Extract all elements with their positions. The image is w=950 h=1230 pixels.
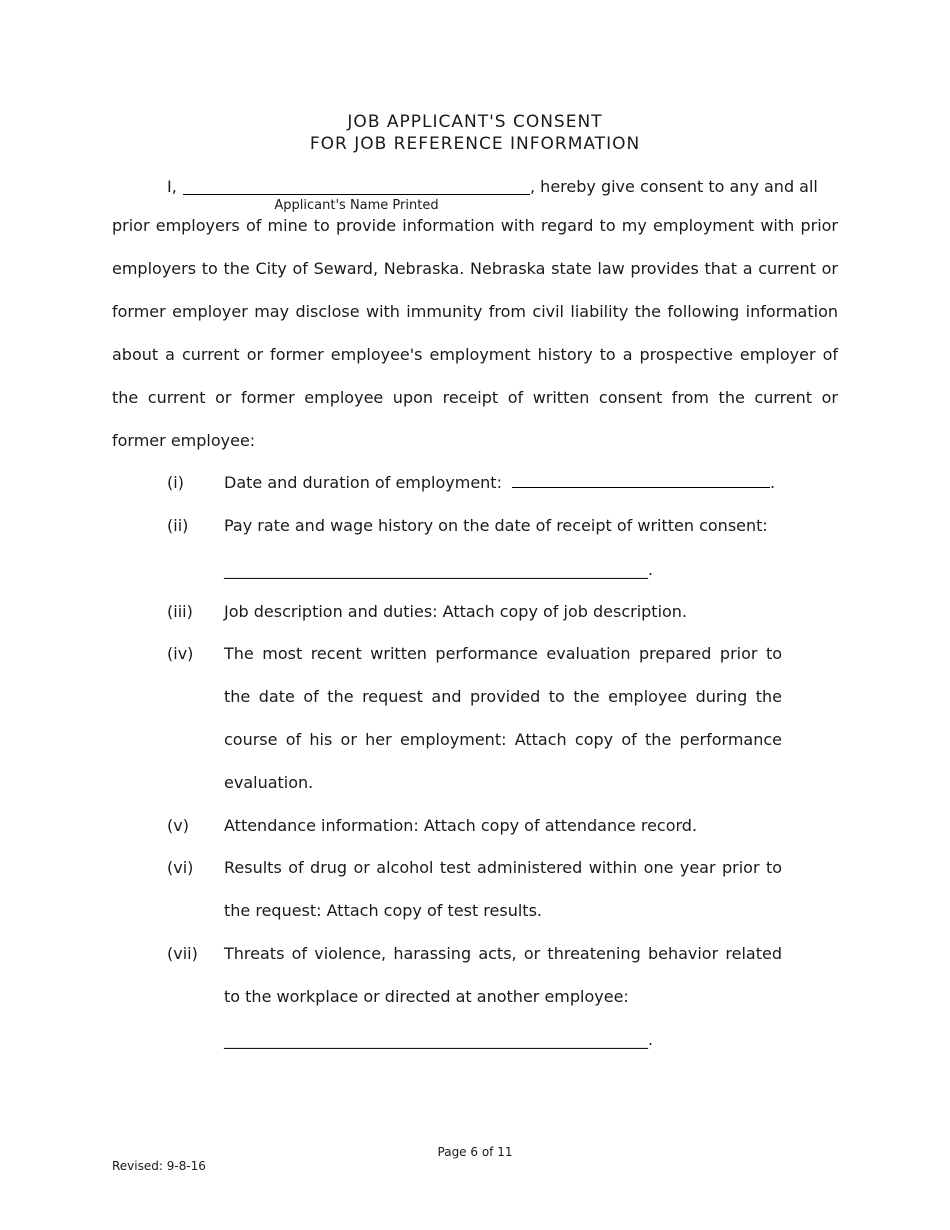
revision-date: Revised: 9-8-16 <box>112 1159 206 1173</box>
item-text-i-end: . <box>769 473 776 492</box>
item-text-vii: Threats of violence, harassing acts, or threatening behavior related to the workplace or directed at another employee: <box>224 944 782 1006</box>
item-text-i-label: Date and duration of employment: <box>224 473 502 492</box>
item-number-i: (i) <box>167 473 184 492</box>
item-number-iii: (iii) <box>167 602 193 621</box>
duration-blank <box>512 473 770 488</box>
item-text-vi: Results of drug or alcohol test administered within one year prior to the request: Attach copy of test results. <box>224 858 782 920</box>
page-number: Page 6 of 11 <box>437 1145 513 1159</box>
applicant-name-caption: Applicant's Name Printed <box>274 198 439 213</box>
item-text-i <box>224 461 782 504</box>
item-number-v: (v) <box>167 816 189 835</box>
intro-prefix: I, <box>167 177 177 196</box>
consent-paragraph: prior employers of mine to provide information with regard to my employment with prior employers to the City of Seward, Nebraska. Nebraska state law provides that a current or former employer may disclose with immunity from civil liability the following information about a current or former employee's employment history to a prospective employer of the current or former employee upon receipt of written consent from the current or former employee: <box>112 216 838 450</box>
item-number-vi: (vi) <box>167 858 194 877</box>
intro-suffix: , hereby give consent to any and all <box>530 177 818 196</box>
item-text-iii: Job description and duties: Attach copy of job description. <box>224 602 688 621</box>
item-number-iv: (iv) <box>167 644 194 663</box>
item-text-v: Attendance information: Attach copy of attendance record. <box>224 816 698 835</box>
item-number-ii: (ii) <box>167 516 189 535</box>
item-number-vii: (vii) <box>167 944 198 963</box>
title-line-2: FOR JOB REFERENCE INFORMATION <box>309 134 641 154</box>
title-line-1: JOB APPLICANT'S CONSENT <box>347 112 603 132</box>
item-vii-blank: _____________________________________________________. <box>224 1030 654 1049</box>
item-text-iv: The most recent written performance evaluation prepared prior to the date of the request and provided to the employee during the course of his or her employment: Attach copy of the performance evaluation. <box>224 644 782 792</box>
item-text-ii: Pay rate and wage history on the date of receipt of written consent: <box>224 516 768 535</box>
item-ii-blank: _____________________________________________________. <box>224 560 654 579</box>
applicant-name-blank <box>183 194 530 195</box>
